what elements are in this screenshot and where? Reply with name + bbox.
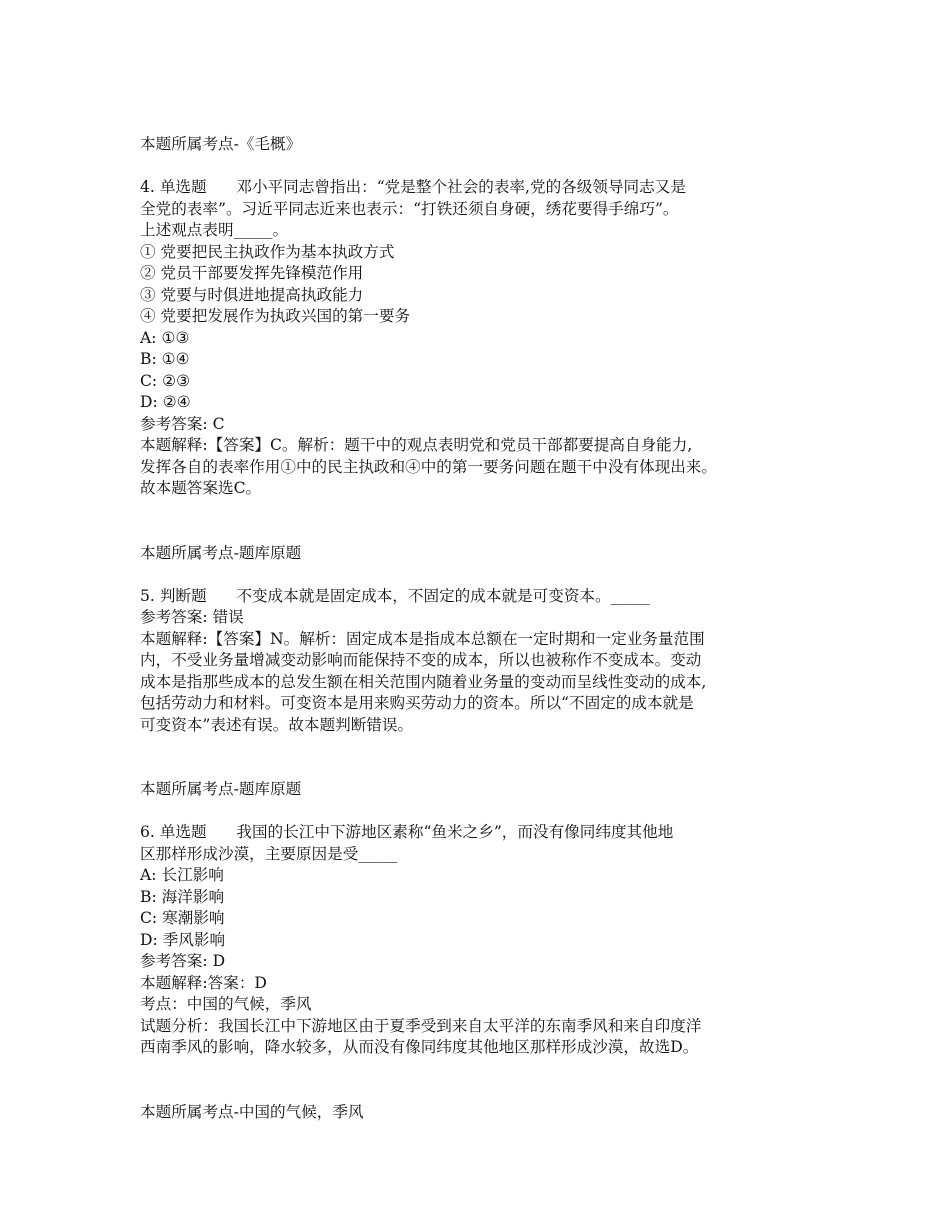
question-stem-line: 6. 单选题 我国的长江中下游地区素称“鱼米之乡”，而没有像同纬度其他地: [140, 823, 674, 841]
explanation-line: 内，不受业务量增减变动影响而能保持不变的成本，所以也被称作不变成本。变动: [140, 651, 702, 669]
explanation-line: 故本题答案选C。: [140, 479, 262, 497]
option-c: C: ②③: [140, 371, 191, 390]
question-stem-line: 上述观点表明_____。: [140, 221, 289, 239]
question-stem-line: 区那样形成沙漠，主要原因是受_____: [140, 844, 398, 863]
question-4: [140, 177, 820, 500]
topic-label: 本题所属考点-中国的气候，季风: [140, 1102, 364, 1121]
statement-1: ① 党要把民主执政作为基本执政方式: [140, 242, 395, 261]
explanation-line: 西南季风的影响，降水较多，从而没有像同纬度其他地区那样形成沙漠，故选D。: [140, 1038, 699, 1056]
explanation-line: 试题分析：我国长江中下游地区由于夏季受到来自太平洋的东南季风和来自印度洋: [140, 1016, 702, 1035]
explanation-line: 可变资本”表述有误。故本题判断错误。: [140, 715, 414, 734]
explanation-line: 本题解释:【答案】C。解析：题干中的观点表明党和党员干部都要提高自身能力,: [140, 436, 693, 454]
question-stem-line: 4. 单选题 邓小平同志曾指出：“党是整个社会的表率,党的各级领导同志又是: [140, 178, 686, 196]
option-d: D: ②④: [140, 393, 191, 411]
option-a: A: ①③: [140, 328, 190, 347]
explanation-line: 本题解释:答案：D: [140, 973, 267, 992]
reference-answer: 参考答案: 错误: [140, 608, 244, 626]
topic-label: 本题所属考点-题库原题: [140, 543, 302, 562]
option-b: B: 海洋影响: [140, 887, 225, 906]
question-6: [140, 822, 820, 1059]
topic-label: 本题所属考点-题库原题: [140, 780, 302, 798]
question-stem-line: 全党的表率”。习近平同志近来也表示：“打铁还须自身硬，绣花要得手绵巧”。: [140, 199, 679, 218]
document-page: [140, 134, 820, 1123]
explanation-line: 考点：中国的气候，季风: [140, 995, 312, 1013]
explanation-line: 本题解释:【答案】N。解析：固定成本是指成本总额在一定时期和一定业务量范围: [140, 629, 705, 648]
reference-answer: 参考答案: C: [140, 414, 225, 433]
option-b: B: ①④: [140, 350, 190, 368]
question-stem-line: 5. 判断题 不变成本就是固定成本，不固定的成本就是可变资本。_____: [140, 586, 650, 605]
topic-label: 本题所属考点-《毛概》: [140, 135, 302, 153]
explanation-line: 成本是指那些成本的总发生额在相关范围内随着业务量的变动而呈线性变动的成本,: [140, 672, 707, 691]
statement-2: ② 党员干部要发挥先锋模范作用: [140, 264, 364, 282]
reference-answer: 参考答案: D: [140, 952, 226, 970]
question-5: [140, 586, 820, 737]
explanation-line: 发挥各自的表率作用①中的民主执政和④中的第一要务问题在题干中没有体现出来。: [140, 457, 717, 476]
statement-4: ④ 党要把发展作为执政兴国的第一要务: [140, 307, 411, 325]
option-d: D: 季风影响: [140, 930, 226, 949]
statement-3: ③ 党要与时俱进地提高执政能力: [140, 285, 364, 304]
option-c: C: 寒潮影响: [140, 909, 225, 927]
option-a: A: 长江影响: [140, 866, 224, 884]
explanation-line: 包括劳动力和材料。可变资本是用来购买劳动力的资本。所以“不固定的成本就是: [140, 694, 694, 712]
